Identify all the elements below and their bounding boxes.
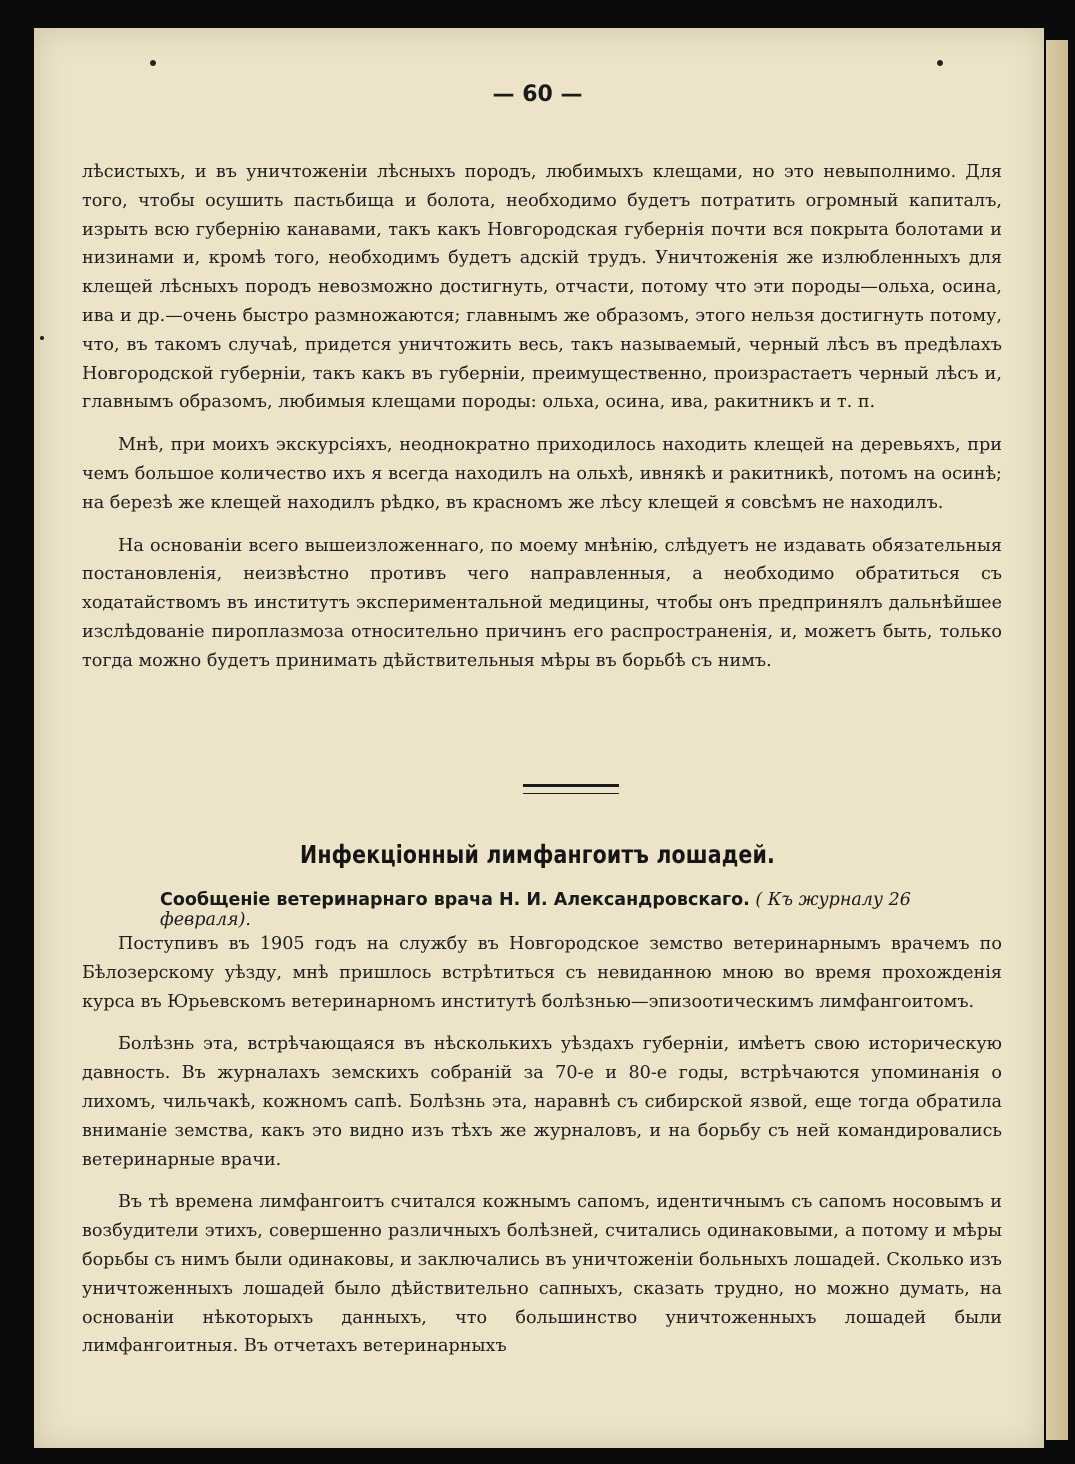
speck-mark xyxy=(150,60,156,66)
page-number: — 60 — xyxy=(492,82,583,107)
speck-mark xyxy=(937,60,943,66)
paragraph: Въ тѣ времена лимфангоитъ считался кожнымъ сапомъ, идентичнымъ съ сапомъ носовымъ и возбудители этихъ, совершенно различныхъ болѣзней, считались одинаковыми, а потому и мѣры борьбы съ нимъ были одинаковы, и заключались въ уничтоженіи больныхъ лошадей. Сколько изъ уничтоженныхъ лошадей было дѣйствительно сапныхъ, сказать трудно, но можно думать, на основаніи нѣкоторыхъ данныхъ, что большинство уничтоженныхъ лошадей были лимфангоитныя. Въ отчетахъ ветеринарныхъ xyxy=(82,1192,1002,1357)
paragraph: Поступивъ въ 1905 годъ на службу въ Новгородское земство ветеринарнымъ врачемъ по Бѣлозерскому уѣзду, мнѣ пришлось встрѣтиться съ невиданною мною во время прохожденія курса въ Юрьевскомъ ветеринарномъ институтѣ болѣзнью—эпизоотическимъ лимфангоитомъ. xyxy=(82,934,1002,1012)
text-block-top xyxy=(82,158,1002,676)
paragraph: лѣсистыхъ, и въ уничтоженіи лѣсныхъ породъ, любимыхъ клещами, но это невыполнимо. Для того, чтобы осушить пастьбища и болота, необходимо будетъ потратить огромный капиталъ, изрыть всю губернію канавами, такъ какъ Новгородская губернія почти вся покрыта болотами и низинами и, кромѣ того, необходимъ будетъ адскій трудъ. Уничтоженія же излюбленныхъ для клещей лѣсныхъ породъ невозможно достигнуть, отчасти, потому что эти породы—ольха, осина, ива и др.—очень быстро размножаются; главнымъ же образомъ, этого нельзя достигнуть потому, что, въ такомъ случаѣ, придется уничтожить весь, такъ называемый, черный лѣсъ въ предѣлахъ Новгородской губерніи, такъ какъ въ губерніи, преимущественно, произрастаетъ черный лѣсъ и, главнымъ образомъ, любимыя клещами породы: ольха, осина, ива, ракитникъ и т. п. xyxy=(82,162,1002,413)
byline-reference: ( Къ журналу 26 февраля). xyxy=(160,890,911,930)
byline xyxy=(160,890,1000,930)
paragraph: На основаніи всего вышеизложеннаго, по моему мнѣнію, слѣдуетъ не издавать обязательныя постановленія, неизвѣстно противъ чего направленныя, а необходимо обратиться съ ходатайствомъ въ институтъ экспериментальной медицины, чтобы онъ предпринялъ дальнѣйшее изслѣдованіе пироплазмоза относительно причинъ его распространенія, и, можетъ быть, только тогда можно будетъ принимать дѣйствительныя мѣры въ борьбѣ съ нимъ. xyxy=(82,535,1002,671)
speck-mark xyxy=(40,336,44,340)
section-title: Инфекціонный лимфангоитъ лошадей. xyxy=(300,840,775,869)
page-edge xyxy=(1046,40,1068,1440)
paragraph: Болѣзнь эта, встрѣчающаяся въ нѣсколькихъ уѣздахъ губерніи, имѣетъ свою историческую давность. Въ журналахъ земскихъ собраній за 70-е и 80-е годы, встрѣчаются упоминанія о лихомъ, чильчакѣ, кожномъ сапѣ. Болѣзнь эта, наравнѣ съ сибирской язвой, еще тогда обратила вниманіе земства, какъ это видно изъ тѣхъ же журналовъ, и на борьбу съ ней командировались ветеринарные врачи. xyxy=(82,1034,1002,1170)
paragraph: Мнѣ, при моихъ экскурсіяхъ, неоднократно приходилось находить клещей на деревьяхъ, при чемъ большое количество ихъ я всегда находилъ на ольхѣ, ивнякѣ и ракитникѣ, потомъ на осинѣ; на березѣ же клещей находилъ рѣдко, въ красномъ же лѣсу клещей я совсѣмъ не находилъ. xyxy=(82,435,1002,513)
byline-author: Сообщеніе ветеринарнаго врача Н. И. Александровскаго. xyxy=(160,890,750,910)
text-block-bottom xyxy=(82,930,1002,1361)
section-divider xyxy=(523,784,619,794)
